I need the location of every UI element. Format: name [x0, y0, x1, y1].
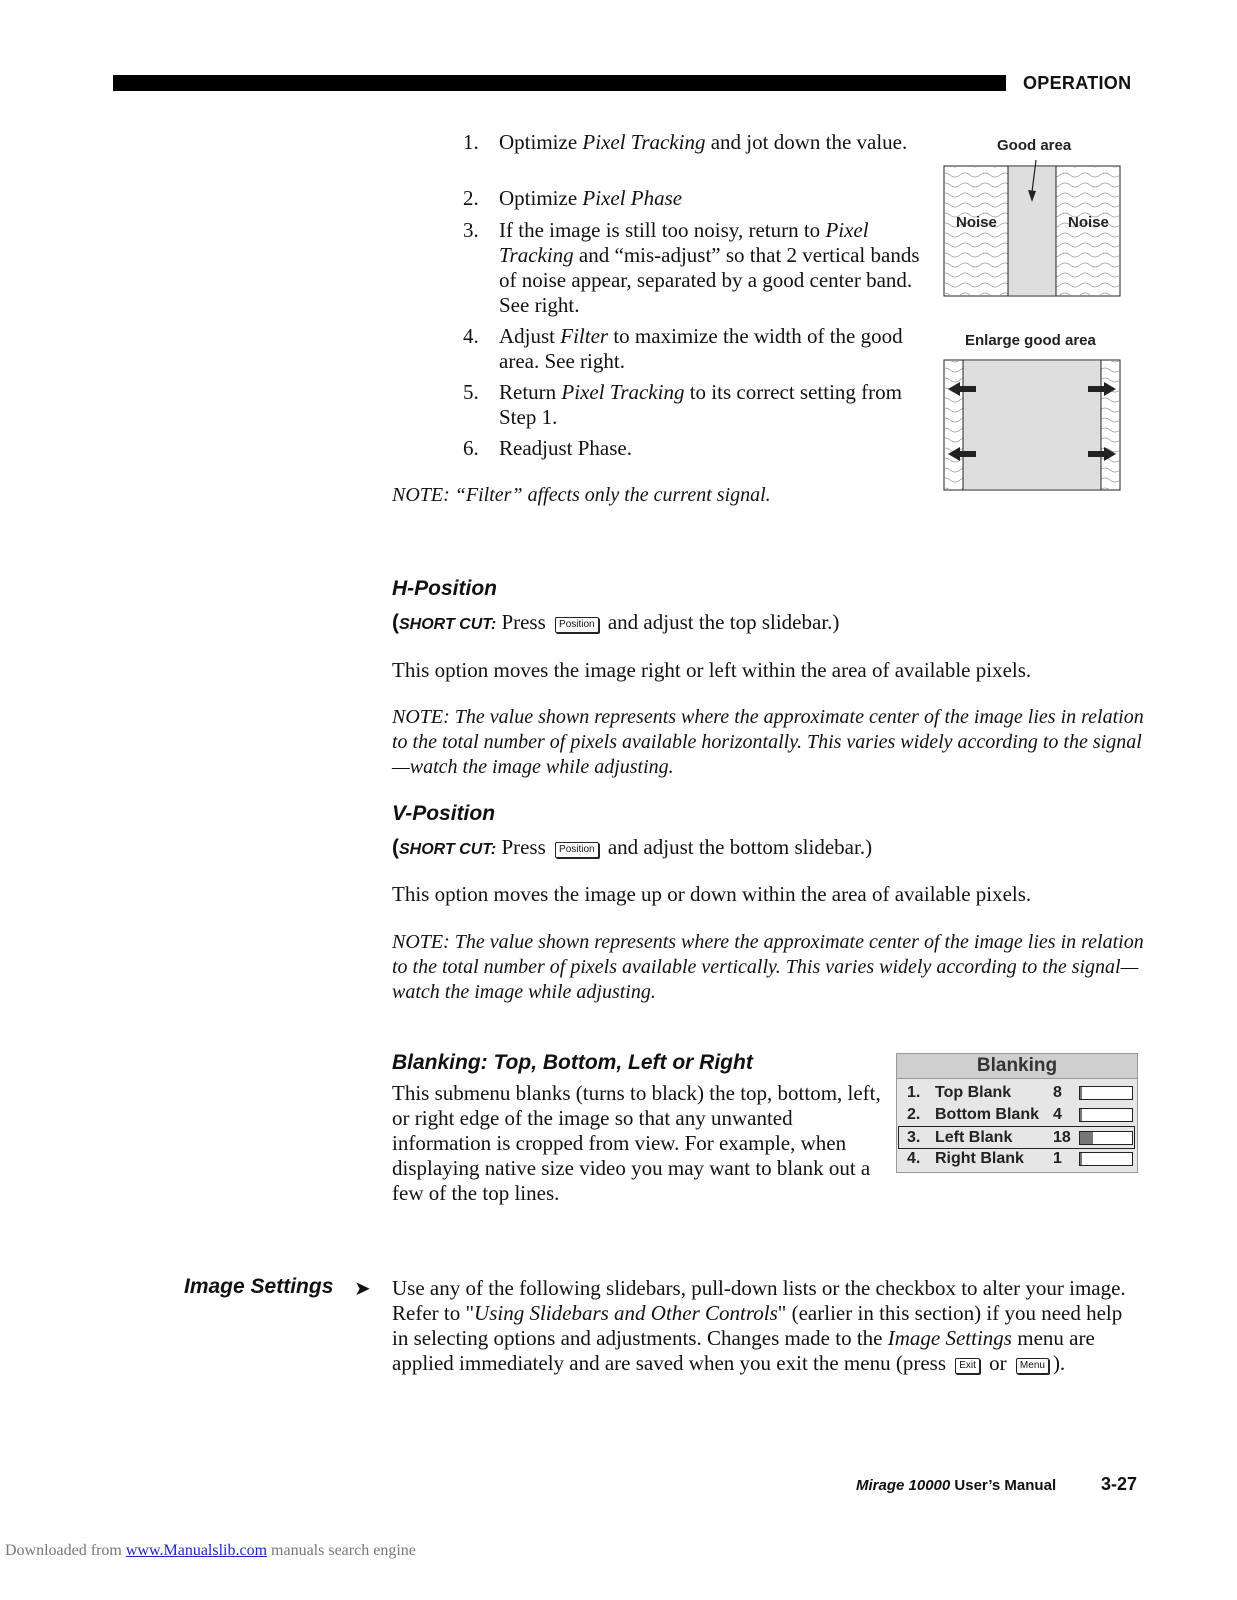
- download-footer: Downloaded from www.Manualslib.com manuals search engine: [5, 1542, 416, 1559]
- step-number: 1.: [463, 130, 479, 154]
- blanking-menu-item[interactable]: [899, 1082, 1134, 1103]
- h-position-body: This option moves the image right or left within the area of available pixels.: [392, 658, 1032, 682]
- v-position-shortcut: (SHORT CUT: Press Position and adjust the bottom slidebar.): [392, 835, 873, 859]
- v-position-heading: V-Position: [392, 802, 496, 825]
- h-position-note: NOTE: The value shown represents where the approximate center of the image lies in relation to the total number of pixels available horizontally. This varies widely according to the signal—watch the image while adjusting.: [392, 706, 1144, 778]
- h-position-heading: H-Position: [392, 577, 497, 600]
- good-area-diagram: [940, 160, 1125, 302]
- step-text: If the image is still too noisy, return to Pixel Tracking and “mis-adjust” so that 2 vertical bands of noise appear, separated by a good center band. See right.: [499, 218, 920, 317]
- press-text: Press: [501, 610, 546, 634]
- enlarge-area-diagram: [940, 355, 1125, 495]
- blank-slidebar[interactable]: [1079, 1108, 1133, 1122]
- step-text: Adjust Filter to maximize the width of the good area. See right.: [499, 324, 903, 373]
- menu-item-label: Bottom Blank: [935, 1106, 1039, 1123]
- footer-manual-title: Mirage 10000 User’s Manual: [856, 1477, 1057, 1494]
- step-number: 3.: [463, 218, 479, 242]
- blank-slidebar[interactable]: [1079, 1086, 1133, 1100]
- step-number: 6.: [463, 436, 479, 460]
- step-number: 2.: [463, 186, 479, 210]
- menu-key: Menu: [1016, 1358, 1049, 1374]
- position-key: Position: [555, 842, 599, 858]
- v-position-body: This option moves the image up or down within the area of available pixels.: [392, 882, 1032, 906]
- slidebar-fill: [1080, 1087, 1082, 1099]
- blank-slidebar[interactable]: [1079, 1152, 1133, 1166]
- slidebar-fill: [1080, 1153, 1082, 1165]
- blank-slidebar[interactable]: [1079, 1131, 1133, 1145]
- step-item: [463, 130, 923, 155]
- step-text: Readjust Phase.: [499, 436, 632, 460]
- step-text: Optimize Pixel Tracking and jot down the value.: [499, 130, 908, 154]
- step-number: 5.: [463, 380, 479, 404]
- menu-item-number: 2.: [907, 1106, 921, 1123]
- h-position-shortcut: (SHORT CUT: Press Position and adjust the top slidebar.): [392, 610, 840, 634]
- step-item: [463, 324, 923, 374]
- step-text: Optimize Pixel Phase: [499, 186, 683, 210]
- blanking-body: This submenu blanks (turns to black) the top, bottom, left, or right edge of the image so that any unwanted information is cropped from view. For example, when displaying native size video you may want to blank out a few of the top lines.: [392, 1081, 881, 1205]
- noise-label-right: Noise: [1068, 214, 1109, 231]
- menu-item-value: 18: [1053, 1129, 1071, 1146]
- step-item: [463, 380, 923, 430]
- menu-item-value: 4: [1053, 1106, 1062, 1123]
- filter-note: NOTE: “Filter” affects only the current signal.: [392, 484, 771, 506]
- blanking-menu: [896, 1053, 1138, 1173]
- v-position-note: NOTE: The value shown represents where the approximate center of the image lies in relation to the total number of pixels available vertically. This varies widely according to the signal—watch the image while adjusting.: [392, 931, 1144, 1003]
- menu-item-number: 1.: [907, 1084, 921, 1101]
- blanking-menu-item[interactable]: [899, 1104, 1134, 1125]
- menu-item-number: 4.: [907, 1150, 921, 1167]
- step-item: [463, 186, 923, 211]
- manualslib-link[interactable]: www.Manualslib.com: [125, 1542, 268, 1559]
- menu-item-label: Top Blank: [935, 1084, 1012, 1101]
- shortcut-rest: and adjust the top slidebar.): [607, 610, 840, 634]
- shortcut-label: SHORT CUT:: [399, 841, 497, 858]
- step-text: Return Pixel Tracking to its correct setting from Step 1.: [499, 380, 902, 429]
- step-item: [463, 218, 923, 318]
- section-title: OPERATION: [1023, 73, 1132, 93]
- step-number: 4.: [463, 324, 479, 348]
- header-rule: [113, 75, 1006, 91]
- image-settings-body: Use any of the following slidebars, pull-down lists or the checkbox to alter your image. Refer to "Using Slidebars and Other Controls" (earlier in this section) if you need help in selecting options and adjustments. Changes made to the Image Settings menu are applied immediately and are saved when you exit the menu (press Exit or Menu ).: [392, 1276, 1126, 1375]
- menu-item-label: Right Blank: [935, 1150, 1024, 1167]
- blanking-menu-item[interactable]: [899, 1148, 1134, 1169]
- blanking-menu-title: Blanking: [897, 1054, 1137, 1079]
- shortcut-rest: and adjust the bottom slidebar.): [607, 835, 873, 859]
- position-key: Position: [555, 617, 599, 633]
- blanking-menu-item[interactable]: [898, 1126, 1135, 1149]
- slidebar-fill: [1080, 1109, 1082, 1121]
- menu-item-value: 1: [1053, 1150, 1062, 1167]
- blanking-heading: Blanking: Top, Bottom, Left or Right: [392, 1051, 753, 1074]
- page-number: 3-27: [1101, 1474, 1138, 1494]
- image-settings-heading: Image Settings: [184, 1275, 334, 1298]
- noise-label-left: Noise: [956, 214, 997, 231]
- arrow-right-icon: ➤: [354, 1276, 371, 1300]
- enlarge-area-title: Enlarge good area: [965, 332, 1096, 349]
- menu-item-label: Left Blank: [935, 1129, 1013, 1146]
- shortcut-label: SHORT CUT:: [399, 616, 497, 633]
- press-text: Press: [501, 835, 546, 859]
- slidebar-fill: [1080, 1132, 1093, 1144]
- step-item: [463, 436, 923, 461]
- good-area-title: Good area: [997, 137, 1072, 154]
- exit-key: Exit: [955, 1358, 980, 1374]
- menu-item-number: 3.: [907, 1129, 921, 1146]
- menu-item-value: 8: [1053, 1084, 1062, 1101]
